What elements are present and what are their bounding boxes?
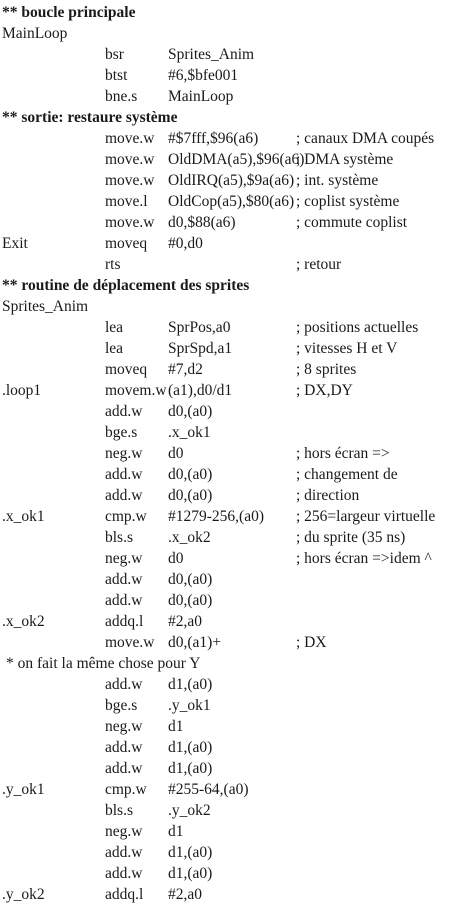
code-line [0,737,463,758]
code-operand: d1 [168,718,184,735]
code-mnemonic: neg.w [105,718,143,735]
code-line [0,191,463,212]
code-comment: ; hors écran => [296,445,390,462]
code-mnemonic: bsr [105,46,124,63]
code-operand: OldIRQ(a5),$9a(a6) [168,172,295,189]
code-line [0,800,463,821]
code-label: Exit [2,235,28,252]
code-line [0,464,463,485]
code-mnemonic: move.w [105,130,155,147]
code-line [0,359,463,380]
code-line [0,338,463,359]
comment-line [0,653,463,674]
code-line [0,569,463,590]
code-label: .x_ok1 [2,508,45,525]
code-label: .x_ok2 [2,613,45,630]
code-line [0,296,463,317]
code-mnemonic: add.w [105,571,143,588]
code-operand: d1 [168,823,184,840]
code-operand: d0 [168,445,184,462]
code-operand: .y_ok1 [168,697,211,714]
code-mnemonic: addq.l [105,613,144,630]
code-mnemonic: add.w [105,865,143,882]
section-heading [0,2,463,23]
code-line [0,23,463,44]
code-mnemonic: neg.w [105,445,143,462]
code-label: .y_ok2 [2,886,45,903]
code-line [0,716,463,737]
code-label: .loop1 [2,382,42,399]
code-operand: d0,(a0) [168,592,213,609]
code-comment: ; changement de [296,466,398,483]
code-mnemonic: bls.s [105,802,133,819]
code-line [0,443,463,464]
code-line [0,695,463,716]
code-operand: .x_ok1 [168,424,211,441]
code-mnemonic: addq.l [105,886,144,903]
code-mnemonic: btst [105,67,128,84]
code-comment: ; du sprite (35 ns) [296,529,406,546]
code-mnemonic: moveq [105,235,148,252]
code-mnemonic: add.w [105,592,143,609]
code-line [0,842,463,863]
code-line [0,527,463,548]
code-operand: #$7fff,$96(a6) [168,130,259,147]
code-comment: ; commute coplist [296,214,408,231]
code-mnemonic: add.w [105,739,143,756]
code-operand: (a1),d0/d1 [168,382,233,399]
code-operand: OldCop(a5),$80(a6) [168,193,295,210]
code-line [0,254,463,275]
code-operand: d0,(a0) [168,571,213,588]
code-line [0,590,463,611]
code-mnemonic: neg.w [105,823,143,840]
code-mnemonic: cmp.w [105,508,147,525]
code-mnemonic: add.w [105,760,143,777]
code-mnemonic: move.w [105,172,155,189]
section-heading [0,107,463,128]
code-comment: ; canaux DMA coupés [296,130,435,147]
code-operand: d0,$88(a6) [168,214,236,231]
code-operand: .y_ok2 [168,802,211,819]
code-operand: MainLoop [168,88,234,105]
code-line [0,779,463,800]
code-label: .y_ok1 [2,781,45,798]
code-mnemonic: moveq [105,361,148,378]
code-mnemonic: move.w [105,151,155,168]
code-mnemonic: add.w [105,487,143,504]
code-operand: SprSpd,a1 [168,340,233,357]
code-line [0,317,463,338]
code-operand: #7,d2 [168,361,203,378]
code-operand: #1279-256,(a0) [168,508,264,525]
code-line [0,548,463,569]
code-mnemonic: movem.w [105,382,167,399]
code-operand: SprPos,a0 [168,319,231,336]
code-line [0,422,463,443]
code-line [0,632,463,653]
code-mnemonic: bge.s [105,424,138,441]
code-line [0,401,463,422]
code-line [0,674,463,695]
code-mnemonic: move.w [105,214,155,231]
code-mnemonic: rts [105,256,121,273]
code-comment: ; DX,DY [296,382,353,399]
code-operand: d0,(a1)+ [168,634,222,651]
code-mnemonic: add.w [105,676,143,693]
code-mnemonic: move.w [105,634,155,651]
code-operand: #6,$bfe001 [168,67,239,84]
code-operand: d1,(a0) [168,676,213,693]
code-line [0,884,463,905]
code-mnemonic: add.w [105,844,143,861]
code-line [0,506,463,527]
code-line [0,233,463,254]
code-line [0,380,463,401]
code-operand: #2,a0 [168,613,203,630]
code-operand: #0,d0 [168,235,203,252]
code-label: Sprites_Anim [2,298,89,315]
code-operand: d1,(a0) [168,739,213,756]
code-operand: d0,(a0) [168,466,213,483]
code-line [0,44,463,65]
section-heading [0,275,463,296]
code-mnemonic: add.w [105,403,143,420]
code-mnemonic: lea [105,319,124,336]
code-comment: ; positions actuelles [296,319,419,336]
code-mnemonic: neg.w [105,550,143,567]
code-comment: ; DX [296,634,327,651]
comment-text: * on fait la même chose pour Y [6,655,201,672]
code-comment: ; 256=largeur virtuelle [296,508,436,525]
code-line [0,485,463,506]
code-line [0,212,463,233]
section-heading-text: ** boucle principale [2,4,136,21]
code-operand: d1,(a0) [168,760,213,777]
code-comment: ; hors écran =>idem ^ [296,550,432,567]
code-line [0,149,463,170]
code-operand: d0,(a0) [168,403,213,420]
code-comment: ; int. système [296,172,379,189]
section-heading-text: ** sortie: restaure système [2,109,178,126]
code-mnemonic: move.l [105,193,148,210]
code-mnemonic: add.w [105,466,143,483]
code-operand: .x_ok2 [168,529,211,546]
code-mnemonic: lea [105,340,124,357]
code-comment: ; direction [296,487,360,504]
code-operand: d0 [168,550,184,567]
code-line [0,170,463,191]
code-operand: d1,(a0) [168,865,213,882]
code-mnemonic: bge.s [105,697,138,714]
code-comment: ; DMA système [296,151,394,168]
code-line [0,86,463,107]
code-mnemonic: bne.s [105,88,138,105]
assembly-listing [0,2,463,905]
code-operand: d0,(a0) [168,487,213,504]
code-operand: d1,(a0) [168,844,213,861]
code-operand: Sprites_Anim [168,46,255,63]
code-operand: #2,a0 [168,886,203,903]
code-comment: ; retour [296,256,342,273]
code-comment: ; coplist système [296,193,400,210]
code-comment: ; 8 sprites [296,361,357,378]
code-operand: OldDMA(a5),$96(a6) [168,151,305,168]
code-line [0,128,463,149]
code-line [0,758,463,779]
code-operand: #255-64,(a0) [168,781,249,798]
code-line [0,611,463,632]
section-heading-text: ** routine de déplacement des sprites [2,277,250,294]
code-mnemonic: bls.s [105,529,133,546]
code-comment: ; vitesses H et V [296,340,398,357]
code-line [0,821,463,842]
code-label: MainLoop [2,25,68,42]
code-mnemonic: cmp.w [105,781,147,798]
code-line [0,65,463,86]
